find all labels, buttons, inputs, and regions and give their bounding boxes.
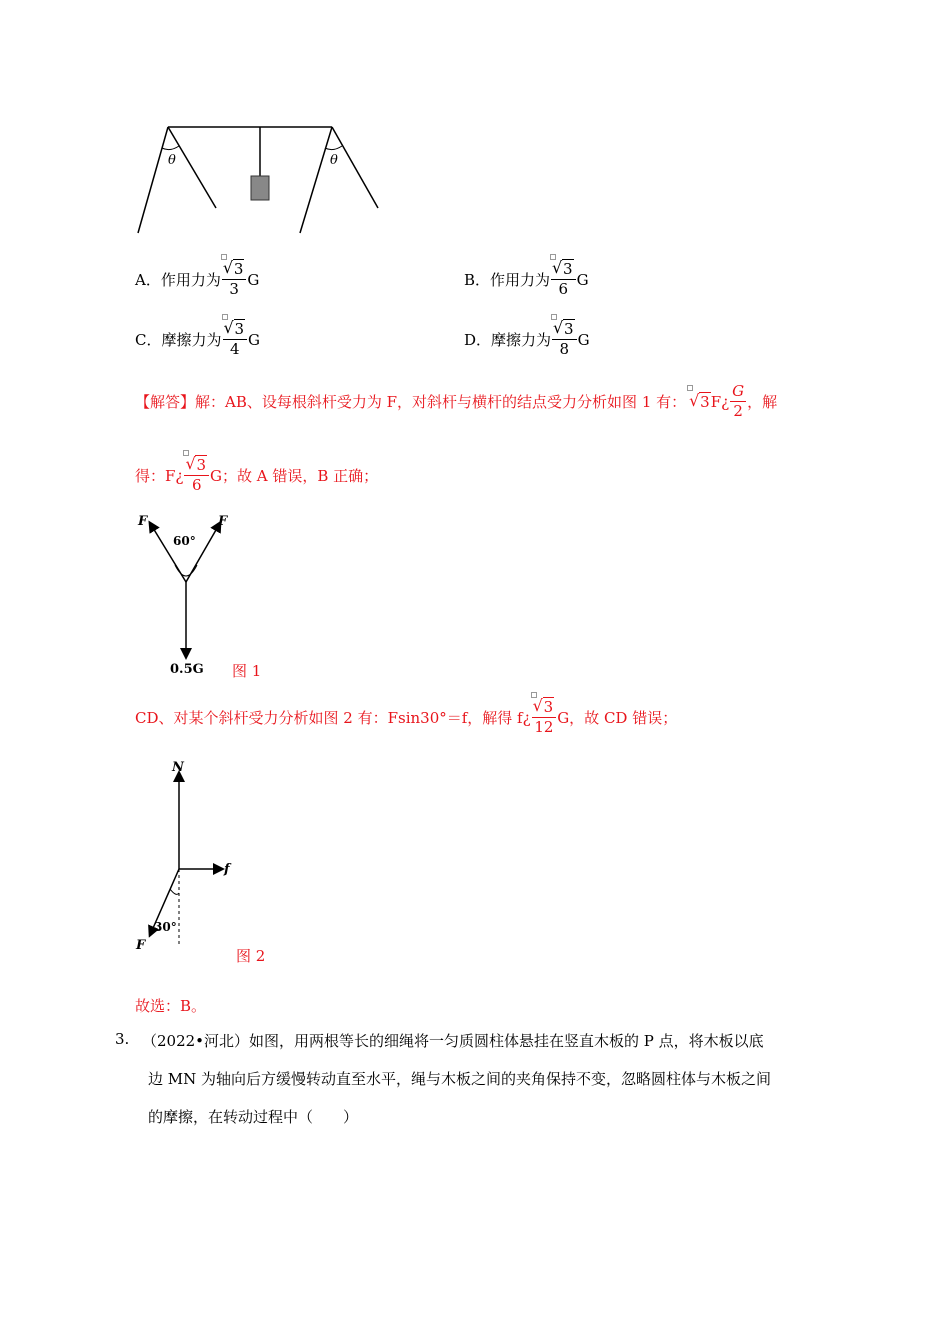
question-line-2: 边 MN 为轴向后方缓慢转动直至水平，绳与木板之间的夹角保持不变，忽略圆柱体与木板之间	[148, 1070, 772, 1088]
choice-letter: D．	[464, 331, 492, 349]
frame-figure	[130, 120, 390, 240]
theta-right-label: θ	[330, 153, 338, 168]
force-label-left: F	[138, 514, 148, 529]
choice-letter: A．	[135, 271, 161, 289]
eq-mid: F¿	[710, 392, 730, 411]
choice-text: 作用力为	[490, 271, 551, 289]
figure-1-caption: 图 1	[232, 662, 262, 680]
choice-suffix: G	[248, 330, 261, 349]
numerator: G	[732, 382, 745, 400]
choice-c	[135, 322, 260, 357]
choice-suffix: G	[577, 330, 590, 349]
radicand: 3	[196, 456, 206, 474]
fraction	[730, 384, 746, 419]
denominator: 6	[558, 280, 569, 298]
denominator: 2	[733, 402, 743, 420]
normal-force-label: N	[172, 760, 184, 775]
answer-tail: ，解	[747, 393, 778, 411]
answer-text: 解：AB、设每根斜杆受力为 F，对斜杆与横杆的结点受力分析如图 1 有：	[195, 393, 687, 411]
fraction	[552, 322, 577, 357]
answer-tag: 【解答】	[135, 393, 196, 411]
choice-text: 摩擦力为	[161, 331, 222, 349]
radicand: 3	[564, 320, 574, 338]
question-number: 3.	[115, 1030, 130, 1048]
radicand: 3	[543, 698, 554, 716]
fraction	[223, 322, 248, 357]
radicand: 3	[233, 260, 244, 278]
choice-a	[135, 262, 259, 297]
answer-line-3	[135, 700, 677, 735]
theta-left-label: θ	[168, 153, 176, 168]
figure-2-caption: 图 2	[236, 947, 266, 965]
choice-letter: C．	[135, 331, 162, 349]
choice-text: 摩擦力为	[491, 331, 552, 349]
question-line-3: 的摩擦，在转动过程中（ ）	[148, 1108, 359, 1126]
fraction	[551, 262, 576, 297]
choice-suffix: G	[247, 270, 260, 289]
denominator: 3	[229, 280, 239, 298]
force-diagram-1	[130, 505, 240, 685]
answer-prefix: 得：F¿	[135, 467, 184, 485]
radicand: 3	[700, 392, 710, 411]
angle-label: 30°	[154, 920, 177, 934]
answer-line-2	[135, 458, 378, 493]
question-line-1: （2022•河北）如图，用两根等长的细绳将一匀质圆柱体悬挂在竖直木板的 P 点，将木板以底	[142, 1032, 764, 1050]
gravity-label: 0.5G	[170, 662, 204, 677]
force-label: F	[136, 938, 146, 953]
angle-label: 60°	[173, 534, 196, 548]
fraction	[184, 458, 209, 493]
radicand: 3	[234, 320, 245, 338]
answer-tail: G，故 CD 错误；	[557, 709, 678, 727]
fraction	[222, 262, 247, 297]
radicand: 3	[563, 260, 573, 278]
choice-b	[464, 262, 589, 297]
denominator: 12	[534, 718, 554, 736]
denominator: 4	[230, 340, 240, 358]
answer-line-1	[135, 384, 777, 419]
friction-label: f	[224, 862, 230, 877]
choice-text: 作用力为	[160, 271, 221, 289]
answer-tail: G；故 A 错误，B 正确；	[210, 467, 379, 485]
choice-suffix: G	[576, 270, 589, 289]
answer-prefix: CD、对某个斜杆受力分析如图 2 有：Fsin30°＝f，解得 f¿	[135, 709, 531, 727]
sqrt-expression	[690, 393, 711, 411]
force-diagram-2	[130, 755, 250, 955]
final-answer: 故选：B。	[135, 997, 207, 1015]
denominator: 8	[559, 340, 570, 358]
fraction	[532, 700, 557, 735]
hanging-block	[251, 176, 269, 200]
force-label-right: F	[218, 514, 228, 529]
denominator: 6	[191, 476, 202, 494]
choice-d	[464, 322, 590, 357]
choice-letter: B．	[464, 271, 491, 289]
